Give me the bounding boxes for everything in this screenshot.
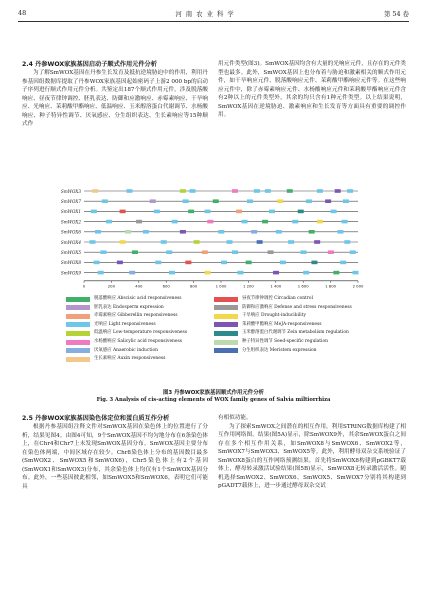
cis-element-mark xyxy=(317,220,323,224)
cis-element-mark xyxy=(273,271,279,275)
legend-swatch xyxy=(214,348,238,353)
section-2-4-paragraph-right: 用元件类型(图3)。SmWOX基因均含有大量的光响应元件，且存在的元件类型也最多。此外，SmWOX基因上也分布着与胁迫和激素相关的顺式作用元件，如干旱响应元件、脱落酸响应元件、茉莉酸甲酯响应元件等。在这些响应元件中，除了赤霉素响应元件、水杨酸响应元件和茉莉酸甲酯响应元件含有2种以上的元件类型外，其余的均只含有1种元件类型。以上结果说明，SmWOX基因在逆境胁迫、激素响应和生长发育等方面具有重要的调控作用。 xyxy=(218,61,406,118)
cis-element-mark xyxy=(172,220,178,224)
section-2-5-title: 2.5 丹参WOX家族基因染色体定位和蛋白质互作分析 xyxy=(22,415,170,422)
section-2-5-left xyxy=(22,414,208,491)
cis-element-mark xyxy=(94,261,100,265)
section-2-5-paragraph-left: 根据丹参基因组注释文件对SmWOX基因在染色体上的位置进行了分析，结果见图4。由图4可知，9个SmWOX基因不均匀地分布在6条染色体上，在Chr4和Chr7上未发现SmWOX基因分布。SmWOX基因主要分布在染色体两端，中间区域存在较少。Chr8染色体上分布的基因数目最多(SmWOX2、SmWOX5和SmWOX6)，Chr5染色体上有2个基因(SmWOX1和SmWOX3)分布，其余染色体上均仅有1个SmWOX基因分布。此外，一些基因彼此相邻，如SmWOX5和SmWOX6，表明它们可能具 xyxy=(22,424,208,490)
legend-entry xyxy=(214,305,352,311)
legend-label: 光响应 Light responsiveness xyxy=(94,321,156,327)
cis-element-mark xyxy=(126,189,132,193)
section-2-4-right xyxy=(218,60,406,120)
cis-element-mark xyxy=(232,189,238,193)
cis-element-mark xyxy=(232,250,238,254)
cis-element-mark xyxy=(125,230,131,234)
cis-element-mark xyxy=(280,261,286,265)
cis-element-mark xyxy=(120,210,126,214)
cis-element-mark xyxy=(202,250,208,254)
cis-element-mark xyxy=(98,271,104,275)
cis-element-mark xyxy=(311,261,317,265)
cis-element-mark xyxy=(292,220,298,224)
legend-entry xyxy=(66,322,156,328)
legend-swatch xyxy=(66,357,90,362)
cis-element-mark xyxy=(262,220,268,224)
cis-element-mark xyxy=(342,220,348,224)
cis-element-mark xyxy=(333,271,339,275)
legend-swatch xyxy=(214,305,238,310)
cis-element-mark xyxy=(306,199,312,203)
cis-element-mark xyxy=(298,210,304,214)
legend-entry xyxy=(214,322,322,328)
legend-swatch xyxy=(66,314,90,319)
gene-label: SmWOX1 xyxy=(60,209,81,215)
gene-label: SmWOX6 xyxy=(60,229,81,235)
cis-element-mark xyxy=(180,189,186,193)
cis-element-mark xyxy=(317,189,323,193)
header-rule xyxy=(18,21,409,22)
legend-label: 玉米醇溶蛋白代谢调节 Zein metabolism regulation xyxy=(242,330,349,336)
cis-element-mark xyxy=(205,271,211,275)
legend-entry xyxy=(66,296,182,302)
cis-element-mark xyxy=(314,240,320,244)
cis-element-mark xyxy=(226,240,232,244)
gene-label: SmWOX3 xyxy=(60,188,81,194)
cis-element-mark xyxy=(251,230,257,234)
legend-label: 胚乳表达 Endosperm expression xyxy=(94,304,164,310)
gene-label: SmWOX5 xyxy=(60,250,81,255)
cis-element-mark xyxy=(129,271,135,275)
legend-entry xyxy=(214,339,328,345)
legend-swatch xyxy=(66,340,90,345)
legend-entry xyxy=(66,305,164,311)
cis-element-mark xyxy=(106,220,112,224)
cis-element-mark xyxy=(331,210,337,214)
cis-element-mark xyxy=(102,199,108,203)
legend-swatch xyxy=(214,331,238,336)
cis-element-mark xyxy=(95,230,101,234)
section-2-5-paragraph-right-1: 有相似功能。 xyxy=(218,415,252,421)
cis-element-mark xyxy=(242,220,248,224)
cis-element-mark xyxy=(180,230,186,234)
section-2-4-left xyxy=(22,60,208,129)
x-tick-label: 800 xyxy=(189,283,198,289)
cis-element-mark xyxy=(344,240,350,244)
cis-element-mark xyxy=(185,261,191,265)
legend-label: 赤霉素响应 Gibberellin responsiveness xyxy=(94,313,178,319)
cis-element-mark xyxy=(350,250,356,254)
cis-element-mark xyxy=(347,189,353,193)
cis-element-mark xyxy=(120,240,126,244)
legend-label: 水杨酸响应 Salicylic acid responsiveness xyxy=(94,339,182,344)
cis-element-mark xyxy=(236,210,242,214)
x-tick-label: 1 600 xyxy=(297,283,309,289)
cis-element-mark xyxy=(246,261,252,265)
cis-element-mark xyxy=(237,271,243,275)
cis-element-mark xyxy=(269,210,275,214)
legend-swatch xyxy=(214,322,238,327)
cis-element-mark xyxy=(300,250,306,254)
cis-element-mark xyxy=(328,250,334,254)
cis-element-mark xyxy=(189,189,195,193)
gene-label: SmWOX8 xyxy=(60,260,81,266)
legend-label: 低温响应 Low-temperature responsiveness xyxy=(94,330,187,336)
cis-element-mark xyxy=(257,240,263,244)
cis-element-mark xyxy=(161,240,167,244)
cis-element-mark xyxy=(343,199,349,203)
journal-title: 河 南 农 业 科 学 xyxy=(175,9,235,18)
running-header xyxy=(18,6,409,20)
legend-swatch xyxy=(66,297,90,302)
cis-element-mark xyxy=(154,210,160,214)
x-tick-label: 400 xyxy=(135,283,143,289)
cis-element-mark xyxy=(337,230,343,234)
gene-label: SmWOX2 xyxy=(60,219,81,225)
legend-entry xyxy=(214,348,316,354)
x-tick-label: 1 400 xyxy=(270,283,282,289)
cis-element-mark xyxy=(353,271,359,275)
cis-element-mark xyxy=(218,230,224,234)
legend-swatch xyxy=(214,340,238,345)
legend-label: 茉莉酸甲酯响应 MeJA-responsiveness xyxy=(242,321,322,327)
volume-label: 第 54 卷 xyxy=(384,9,409,18)
cis-element-mark xyxy=(117,261,123,265)
cis-element-mark xyxy=(169,271,175,275)
section-2-5-right xyxy=(218,414,406,491)
cis-element-mark xyxy=(335,189,341,193)
cis-element-mark xyxy=(213,199,219,203)
cis-element-mark xyxy=(325,199,331,203)
page-number: 48 xyxy=(18,9,27,17)
legend-swatch xyxy=(66,348,90,353)
legend-label: 干旱响应 Drought-inducibility xyxy=(242,313,306,319)
cis-element-mark xyxy=(303,271,309,275)
cis-element-mark xyxy=(89,240,95,244)
cis-element-mark xyxy=(194,240,200,244)
figure-caption-cn: 图3 丹参WOX家族基因顺式作用元件分析 xyxy=(163,390,264,396)
cis-element-mark xyxy=(205,210,211,214)
legend-swatch xyxy=(66,305,90,310)
cis-element-mark xyxy=(166,250,172,254)
legend-entry xyxy=(66,356,165,362)
legend-entry xyxy=(214,330,349,336)
x-tick-label: 0 xyxy=(82,283,86,289)
cis-element-mark xyxy=(207,220,213,224)
x-tick-label: 1 800 xyxy=(325,283,337,289)
figure-legend xyxy=(66,296,362,386)
cis-element-mark xyxy=(276,230,282,234)
legend-entry xyxy=(66,313,178,319)
x-tick-label: 2 000 xyxy=(352,283,364,289)
cis-element-mark xyxy=(265,189,271,193)
cis-element-mark xyxy=(340,261,346,265)
legend-label: 分生组织表达 Meristem expression xyxy=(242,347,317,353)
legend-label: 种子特异性调节 Seed-specific regulation xyxy=(242,339,328,344)
cis-element-mark xyxy=(143,230,149,234)
x-tick-label: 1 200 xyxy=(242,283,254,289)
cis-element-mark xyxy=(247,199,253,203)
section-2-4-title: 2.4 丹参WOX家族基因启动子顺式作用元件分析 xyxy=(22,61,157,68)
legend-swatch xyxy=(214,314,238,319)
legend-swatch xyxy=(214,297,238,302)
figure-caption-en: Fig. 3 Analysis of cis-acting elements of WOX family genes of Salvia miltiorrhiza xyxy=(96,397,331,403)
gene-label: SmWOX9 xyxy=(60,270,81,276)
legend-entry xyxy=(66,348,158,354)
x-tick-label: 1 000 xyxy=(215,283,227,289)
cis-element-mark xyxy=(183,199,189,203)
x-tick-label: 200 xyxy=(107,283,116,289)
section-2-5-paragraph-right-2: 为了探索SmWOX之间潜在的相互作用，利用STRING数据库构建了相互作用网络图。结果(图5A)显示，除SmWOX9外，其余SmWOX蛋白之间存在多个相互作用关系，如SmWOX8与SmWOX6、SmWOX2等，SmWOX7与SmWOX3、SmWOX5等。此外，利用酵母双杂交系统验证了SmWOX8蛋白的互作网络预测结果。首先将SmWOX8构建到pGBKT7载体上，酵母转录激活试验结果(图5B)显示，SmWOX8无转录激活活性。随机选择SmWOX2、SmWOX6、SmWOX5、SmWOX7分别将其构建到pGADT7载体上，进一步通过酵母双杂交试 xyxy=(218,423,406,489)
cis-element-mark xyxy=(277,199,283,203)
legend-entry xyxy=(214,313,306,319)
cis-element-mark xyxy=(288,240,294,244)
legend-swatch xyxy=(66,322,90,327)
legend-label: 防御和应激响应 Defense and stress responsiveness xyxy=(242,304,352,310)
cis-element-mark xyxy=(254,189,260,193)
legend-entry xyxy=(214,296,313,302)
legend-entry xyxy=(66,330,187,336)
legend-entry xyxy=(66,339,182,345)
legend-label: 脱落酸响应 Abscisic acid responsiveness xyxy=(94,296,182,301)
cis-element-mark xyxy=(309,230,315,234)
cis-element-mark xyxy=(91,210,97,214)
cis-element-mark xyxy=(287,189,293,193)
cis-element-mark xyxy=(268,250,274,254)
cis-element-mark xyxy=(150,199,156,203)
cis-element-plot xyxy=(58,181,378,295)
x-tick-label: 600 xyxy=(162,283,170,289)
legend-label: 厌氧感应 Anaerobic induction xyxy=(94,347,158,353)
legend-label: 昼夜节律钟调控 Circadian control xyxy=(242,296,313,301)
cis-element-mark xyxy=(221,261,227,265)
cis-element-mark xyxy=(136,220,142,224)
section-2-4-paragraph-left: 为了解SmWOX基因在丹参生长发育及抵抗逆境胁迫中的作用，利用丹参基因组数据库提取了丹参WOX家族基因起始密码子上游2 000 bp的启动子序列进行顺式作用元件分析。共鉴定出187个顺式作用元件，涉及脱落酸响应、昼夜节律钟调控、胚乳表达、防御和应激响应、赤霉素响应、干旱响应、光响应、茉莉酸甲酯响应、低温响应、玉米醇溶蛋白代谢调节、水杨酸响应、种子特异性调节、厌氧感应、分生组织表达、生长素响应等15种顺式作 xyxy=(22,70,208,127)
legend-swatch xyxy=(66,331,90,336)
gene-label: SmWOX4 xyxy=(60,239,81,245)
cis-element-mark xyxy=(132,250,138,254)
cis-element-mark xyxy=(92,189,98,193)
cis-element-mark xyxy=(155,261,161,265)
gene-label: SmWOX7 xyxy=(60,199,81,204)
legend-label: 生长素响应 Auxin responsiveness xyxy=(94,356,166,362)
cis-element-mark xyxy=(188,210,194,214)
cis-element-mark xyxy=(100,250,106,254)
